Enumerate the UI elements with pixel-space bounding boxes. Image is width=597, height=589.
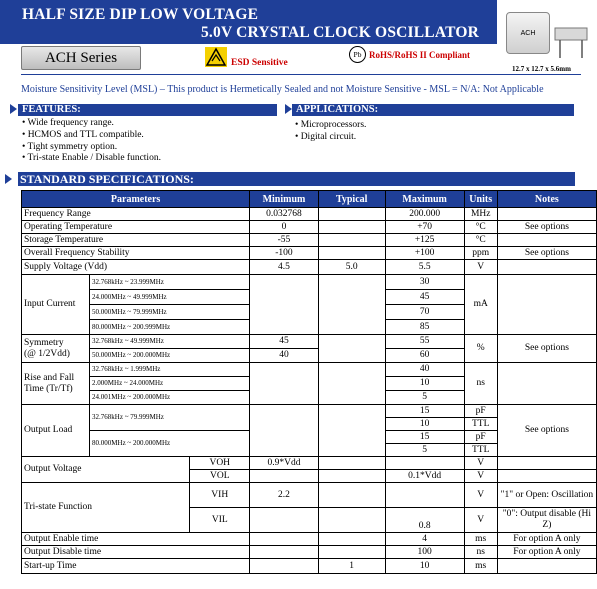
max-cell: 0.8 bbox=[385, 508, 464, 533]
typ-cell bbox=[318, 335, 385, 363]
divider bbox=[21, 74, 581, 75]
note-cell: "1" or Open: Oscillation bbox=[497, 483, 596, 508]
unit-cell: ns bbox=[464, 546, 497, 559]
max-cell: 60 bbox=[385, 349, 464, 363]
features-header: FEATURES: bbox=[18, 104, 277, 116]
table-row bbox=[22, 546, 597, 559]
min-cell: 2.2 bbox=[250, 483, 319, 508]
output-voltage-label: Output Voltage bbox=[22, 457, 190, 483]
note-cell bbox=[497, 260, 596, 275]
min-cell: 45 bbox=[250, 335, 319, 349]
max-cell: +125 bbox=[385, 234, 464, 247]
col-notes: Notes bbox=[497, 191, 596, 208]
col-minimum: Minimum bbox=[250, 191, 319, 208]
rise-fall-label bbox=[22, 363, 90, 405]
unit-cell: pF bbox=[464, 431, 497, 444]
max-cell: 85 bbox=[385, 320, 464, 335]
typ-cell bbox=[318, 221, 385, 234]
max-cell: 10 bbox=[385, 559, 464, 574]
typ-cell bbox=[318, 405, 385, 457]
max-cell: 4 bbox=[385, 533, 464, 546]
param-cell: Frequency Range bbox=[22, 208, 250, 221]
unit-cell: pF bbox=[464, 405, 497, 418]
min-cell bbox=[250, 559, 319, 574]
condition-cell: 32.768kHz ~ 23.999MHz bbox=[90, 275, 250, 290]
sub-param-cell: VOL bbox=[190, 470, 250, 483]
typ-cell bbox=[318, 533, 385, 546]
rise-fall-label-2: Time (Tr/Tf) bbox=[24, 383, 73, 394]
typ-cell bbox=[318, 208, 385, 221]
typ-cell bbox=[318, 470, 385, 483]
max-cell: 55 bbox=[385, 335, 464, 349]
title-line1: HALF SIZE DIP LOW VOLTAGE bbox=[22, 6, 259, 23]
param-cell: Operating Temperature bbox=[22, 221, 250, 234]
symmetry-label bbox=[22, 335, 90, 363]
table-row bbox=[22, 260, 597, 275]
pb-free-icon: Pb bbox=[349, 46, 366, 63]
col-units: Units bbox=[464, 191, 497, 208]
min-cell bbox=[250, 470, 319, 483]
unit-cell: ns bbox=[464, 363, 497, 405]
table-row bbox=[22, 275, 597, 290]
chip-label: ACH bbox=[520, 30, 536, 37]
condition-cell: 32.768kHz ~ 49.999MHz bbox=[90, 335, 250, 349]
table-row bbox=[22, 221, 597, 234]
typ-cell: 5.0 bbox=[318, 260, 385, 275]
max-cell: 30 bbox=[385, 275, 464, 290]
col-typical: Typical bbox=[318, 191, 385, 208]
condition-cell: 24.001MHz ~ 200.000MHz bbox=[90, 391, 250, 405]
unit-cell: V bbox=[464, 470, 497, 483]
max-cell: 5.5 bbox=[385, 260, 464, 275]
note-cell: For option A only bbox=[497, 546, 596, 559]
note-cell: See options bbox=[497, 405, 596, 457]
unit-cell: mA bbox=[464, 275, 497, 335]
unit-cell: ppm bbox=[464, 247, 497, 260]
sub-param-cell: VIL bbox=[190, 508, 250, 533]
unit-cell: TTL bbox=[464, 444, 497, 457]
table-header-row bbox=[22, 191, 597, 208]
feature-item: • Wide frequency range. bbox=[22, 118, 114, 128]
table-row bbox=[22, 483, 597, 508]
unit-cell: TTL bbox=[464, 418, 497, 431]
max-cell: 15 bbox=[385, 431, 464, 444]
chip-side-icon bbox=[553, 26, 589, 60]
min-cell: -100 bbox=[250, 247, 319, 260]
unit-cell: V bbox=[464, 483, 497, 508]
min-cell bbox=[250, 533, 319, 546]
chip-image bbox=[506, 12, 550, 54]
specs-table bbox=[21, 190, 597, 574]
application-item: • Digital circuit. bbox=[295, 131, 357, 142]
series-badge: ACH Series bbox=[21, 46, 141, 70]
param-cell: Storage Temperature bbox=[22, 234, 250, 247]
typ-cell bbox=[318, 546, 385, 559]
max-cell: 100 bbox=[385, 546, 464, 559]
min-cell bbox=[250, 546, 319, 559]
typ-cell bbox=[318, 457, 385, 470]
sub-param-cell: VIH bbox=[190, 483, 250, 508]
col-parameters: Parameters bbox=[22, 191, 250, 208]
condition-cell: 2.000MHz ~ 24.000MHz bbox=[90, 377, 250, 391]
condition-cell: 24.000MHz ~ 49.999MHz bbox=[90, 290, 250, 305]
dimensions-text: 12.7 x 12.7 x 5.6mm bbox=[512, 65, 571, 73]
typ-cell bbox=[318, 247, 385, 260]
table-row bbox=[22, 559, 597, 574]
condition-cell: 80.000MHz ~ 200.000MHz bbox=[90, 431, 250, 457]
max-cell: +70 bbox=[385, 221, 464, 234]
min-cell: -55 bbox=[250, 234, 319, 247]
param-cell: Output Disable time bbox=[22, 546, 250, 559]
note-cell bbox=[497, 208, 596, 221]
unit-cell: % bbox=[464, 335, 497, 363]
min-cell: 4.5 bbox=[250, 260, 319, 275]
max-cell: +100 bbox=[385, 247, 464, 260]
symmetry-label-2: (@ 1/2Vdd) bbox=[24, 348, 70, 359]
min-cell: 0 bbox=[250, 221, 319, 234]
max-cell bbox=[385, 457, 464, 470]
note-cell bbox=[497, 363, 596, 405]
table-row bbox=[22, 247, 597, 260]
max-cell: 200.000 bbox=[385, 208, 464, 221]
condition-cell: 80.000MHz ~ 200.999MHz bbox=[90, 320, 250, 335]
unit-cell: ms bbox=[464, 533, 497, 546]
feature-item: • Tri-state Enable / Disable function. bbox=[22, 153, 161, 164]
max-cell: 40 bbox=[385, 363, 464, 377]
note-cell bbox=[497, 559, 596, 574]
col-maximum: Maximum bbox=[385, 191, 464, 208]
title-line2: 5.0V CRYSTAL CLOCK OSCILLATOR bbox=[200, 24, 479, 41]
max-cell: 5 bbox=[385, 444, 464, 457]
table-row bbox=[22, 335, 597, 349]
param-cell: Start-up Time bbox=[22, 559, 250, 574]
max-cell: 10 bbox=[385, 418, 464, 431]
min-cell: 0.9*Vdd bbox=[250, 457, 319, 470]
table-row bbox=[22, 405, 597, 418]
condition-cell: 32.768kHz ~ 1.999MHz bbox=[90, 363, 250, 377]
applications-arrow-icon bbox=[285, 104, 292, 114]
min-cell bbox=[250, 508, 319, 533]
feature-item: • Tight symmetry option. bbox=[22, 141, 118, 152]
application-item: • Microprocessors. bbox=[295, 120, 367, 130]
max-cell bbox=[385, 483, 464, 508]
unit-cell: ms bbox=[464, 559, 497, 574]
note-cell bbox=[497, 234, 596, 247]
condition-cell: 50.000MHz ~ 200.000MHz bbox=[90, 349, 250, 363]
rohs-text: RoHS/RoHS II Compliant bbox=[369, 50, 471, 60]
features-arrow-icon bbox=[10, 104, 17, 114]
min-cell: 40 bbox=[250, 349, 319, 363]
specs-header: STANDARD SPECIFICATIONS: bbox=[18, 172, 575, 186]
table-row bbox=[22, 533, 597, 546]
sub-param-cell: VOH bbox=[190, 457, 250, 470]
table-row bbox=[22, 234, 597, 247]
table-row bbox=[22, 457, 597, 470]
param-cell: Supply Voltage (Vdd) bbox=[22, 260, 250, 275]
note-cell: See options bbox=[497, 247, 596, 260]
symmetry-label-1: Symmetry bbox=[24, 337, 64, 348]
feature-item: • HCMOS and TTL compatible. bbox=[22, 129, 144, 140]
note-cell: See options bbox=[497, 335, 596, 363]
note-cell: For option A only bbox=[497, 533, 596, 546]
esd-text: ESD Sensitive bbox=[231, 58, 288, 68]
typ-cell: 1 bbox=[318, 559, 385, 574]
typ-cell bbox=[318, 234, 385, 247]
note-cell bbox=[497, 275, 596, 335]
param-cell: Overall Frequency Stability bbox=[22, 247, 250, 260]
typ-cell bbox=[318, 508, 385, 533]
param-cell: Output Enable time bbox=[22, 533, 250, 546]
max-cell: 45 bbox=[385, 290, 464, 305]
note-cell: See options bbox=[497, 221, 596, 234]
min-cell bbox=[250, 405, 319, 457]
features-list bbox=[22, 118, 161, 165]
condition-cell: 32.768kHz ~ 79.999MHz bbox=[90, 405, 250, 431]
unit-cell: °C bbox=[464, 234, 497, 247]
typ-cell bbox=[318, 275, 385, 335]
condition-cell: 50.000MHz ~ 79.999MHz bbox=[90, 305, 250, 320]
esd-warning-icon bbox=[205, 47, 227, 67]
applications-list bbox=[295, 120, 366, 144]
output-load-label: Output Load bbox=[22, 405, 90, 457]
input-current-label: Input Current bbox=[22, 275, 90, 335]
rise-fall-label-1: Rise and Fall bbox=[24, 372, 75, 383]
msl-text: Moisture Sensitivity Level (MSL) – This product is Hermetically Sealed and not Moisture Sensitive - MSL = N/A: Not Applicable bbox=[21, 84, 544, 95]
min-cell bbox=[250, 363, 319, 405]
min-cell: 0.032768 bbox=[250, 208, 319, 221]
typ-cell bbox=[318, 363, 385, 405]
max-cell: 15 bbox=[385, 405, 464, 418]
note-cell: "0": Output disable (Hi Z) bbox=[497, 508, 596, 533]
max-cell: 5 bbox=[385, 391, 464, 405]
table-row bbox=[22, 208, 597, 221]
min-cell bbox=[250, 275, 319, 335]
unit-cell: V bbox=[464, 457, 497, 470]
unit-cell: V bbox=[464, 508, 497, 533]
note-cell bbox=[497, 470, 596, 483]
max-cell: 10 bbox=[385, 377, 464, 391]
max-cell: 0.1*Vdd bbox=[385, 470, 464, 483]
specs-arrow-icon bbox=[5, 174, 12, 184]
unit-cell: MHz bbox=[464, 208, 497, 221]
note-cell bbox=[497, 457, 596, 470]
applications-header: APPLICATIONS: bbox=[292, 104, 574, 116]
typ-cell bbox=[318, 483, 385, 508]
max-cell: 70 bbox=[385, 305, 464, 320]
header-banner bbox=[0, 0, 497, 44]
unit-cell: V bbox=[464, 260, 497, 275]
tristate-label: Tri-state Function bbox=[22, 483, 190, 533]
unit-cell: °C bbox=[464, 221, 497, 234]
table-row bbox=[22, 363, 597, 377]
